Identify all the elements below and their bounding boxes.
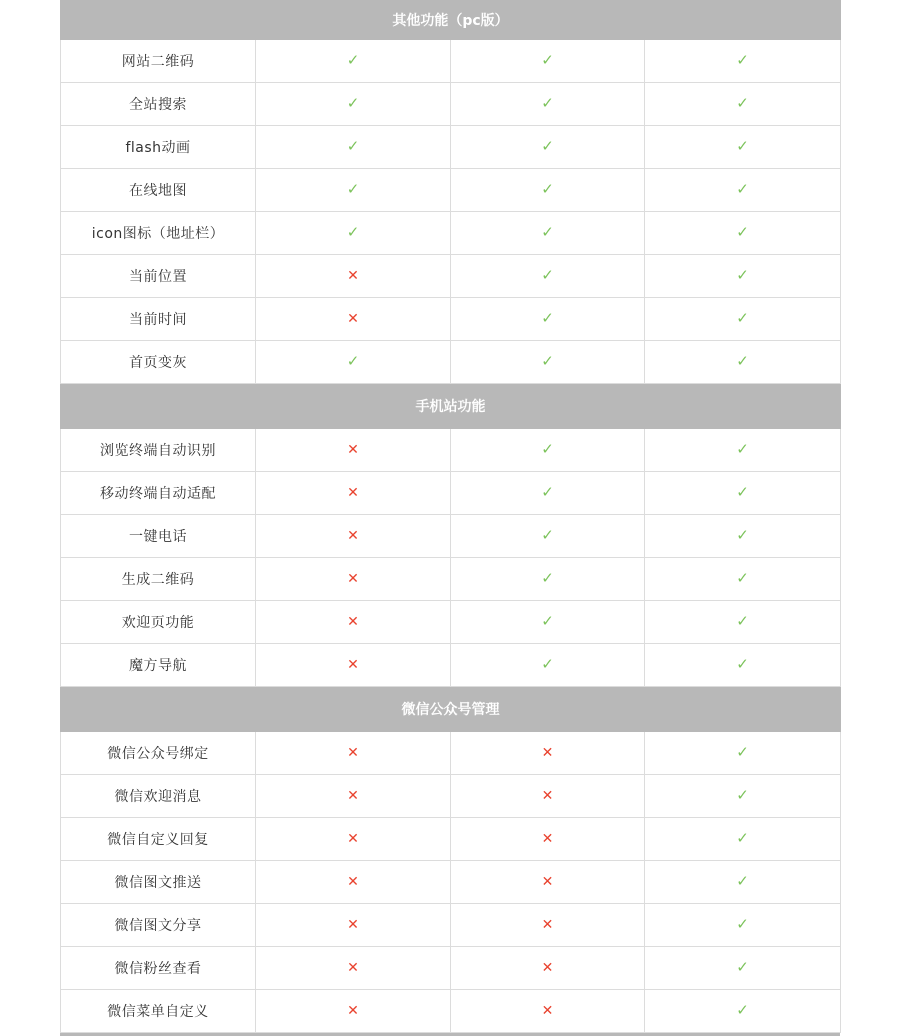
tier-2-cell	[451, 341, 645, 384]
tier-1-cell	[256, 255, 451, 298]
check-icon: ✓	[541, 94, 554, 112]
tier-1-cell	[256, 212, 451, 255]
tier-3-cell	[645, 515, 841, 558]
feature-row	[61, 775, 841, 818]
tier-3-cell	[645, 341, 841, 384]
cross-icon: ✕	[347, 442, 359, 458]
feature-comparison	[60, 0, 840, 1036]
section-title: 手机站功能	[61, 384, 841, 429]
tier-2-cell	[451, 83, 645, 126]
tier-3-cell	[645, 40, 841, 83]
tier-1-cell	[256, 472, 451, 515]
feature-row	[61, 818, 841, 861]
check-icon: ✓	[736, 786, 749, 804]
tier-2-cell	[451, 601, 645, 644]
cross-icon: ✕	[347, 657, 359, 673]
tier-1-cell	[256, 40, 451, 83]
feature-label: 当前位置	[61, 255, 256, 298]
tier-2-cell	[451, 644, 645, 687]
section-title: 其他功能（pc版）	[61, 1, 841, 40]
check-icon: ✓	[346, 137, 360, 155]
cross-icon: ✕	[347, 485, 359, 501]
tier-3-cell	[645, 644, 841, 687]
tier-1-cell	[256, 83, 451, 126]
cross-icon: ✕	[541, 745, 554, 761]
check-icon: ✓	[736, 223, 749, 241]
tier-2-cell	[451, 558, 645, 601]
check-icon: ✓	[541, 223, 554, 241]
check-icon: ✓	[541, 526, 554, 544]
check-icon: ✓	[736, 743, 749, 761]
feature-table-body	[61, 1, 841, 1033]
tier-2-cell	[451, 255, 645, 298]
check-icon: ✓	[541, 483, 554, 501]
cross-icon: ✕	[541, 788, 554, 804]
cross-icon: ✕	[347, 874, 359, 890]
tier-1-cell	[256, 904, 451, 947]
tier-3-cell	[645, 947, 841, 990]
check-icon: ✓	[541, 569, 554, 587]
feature-label: 一键电话	[61, 515, 256, 558]
section-title: 微信公众号管理	[61, 687, 841, 732]
tier-1-cell	[256, 169, 451, 212]
feature-label: 微信粉丝查看	[61, 947, 256, 990]
tier-2-cell	[451, 990, 645, 1033]
tier-3-cell	[645, 558, 841, 601]
tier-2-cell	[451, 818, 645, 861]
tier-1-cell	[256, 429, 451, 472]
check-icon: ✓	[736, 1001, 749, 1019]
cross-icon: ✕	[347, 917, 359, 933]
check-icon: ✓	[541, 440, 554, 458]
tier-2-cell	[451, 732, 645, 775]
check-icon: ✓	[736, 612, 749, 630]
check-icon: ✓	[346, 352, 360, 370]
feature-label: 浏览终端自动识别	[61, 429, 256, 472]
check-icon: ✓	[736, 526, 749, 544]
check-icon: ✓	[346, 180, 360, 198]
tier-3-cell	[645, 818, 841, 861]
check-icon: ✓	[736, 569, 749, 587]
tier-2-cell	[451, 515, 645, 558]
check-icon: ✓	[541, 137, 554, 155]
tier-1-cell	[256, 558, 451, 601]
tier-2-cell	[451, 126, 645, 169]
check-icon: ✓	[541, 655, 554, 673]
check-icon: ✓	[541, 51, 554, 69]
cross-icon: ✕	[347, 268, 359, 284]
tier-3-cell	[645, 732, 841, 775]
check-icon: ✓	[736, 51, 749, 69]
check-icon: ✓	[736, 655, 749, 673]
feature-label: 网站二维码	[61, 40, 256, 83]
tier-3-cell	[645, 126, 841, 169]
check-icon: ✓	[736, 829, 749, 847]
check-icon: ✓	[736, 266, 749, 284]
tier-3-cell	[645, 861, 841, 904]
check-icon: ✓	[346, 51, 360, 69]
check-icon: ✓	[541, 612, 554, 630]
feature-row	[61, 558, 841, 601]
tier-2-cell	[451, 775, 645, 818]
feature-row	[61, 601, 841, 644]
feature-label: 在线地图	[61, 169, 256, 212]
check-icon: ✓	[736, 958, 749, 976]
tier-3-cell	[645, 990, 841, 1033]
tier-1-cell	[256, 644, 451, 687]
cross-icon: ✕	[347, 614, 359, 630]
tier-2-cell	[451, 947, 645, 990]
tier-1-cell	[256, 775, 451, 818]
feature-label: 全站搜索	[61, 83, 256, 126]
cross-icon: ✕	[347, 311, 359, 327]
section-header-row	[61, 384, 841, 429]
check-icon: ✓	[736, 137, 749, 155]
cross-icon: ✕	[347, 788, 359, 804]
tier-1-cell	[256, 601, 451, 644]
cross-icon: ✕	[541, 960, 554, 976]
tier-1-cell	[256, 515, 451, 558]
feature-row	[61, 83, 841, 126]
tier-3-cell	[645, 83, 841, 126]
feature-label: 欢迎页功能	[61, 601, 256, 644]
feature-row	[61, 429, 841, 472]
tier-3-cell	[645, 169, 841, 212]
check-icon: ✓	[736, 440, 749, 458]
tier-2-cell	[451, 861, 645, 904]
tier-3-cell	[645, 212, 841, 255]
feature-row	[61, 861, 841, 904]
feature-row	[61, 515, 841, 558]
feature-label: 微信自定义回复	[61, 818, 256, 861]
tier-2-cell	[451, 472, 645, 515]
check-icon: ✓	[736, 915, 749, 933]
cross-icon: ✕	[347, 571, 359, 587]
feature-row	[61, 298, 841, 341]
tier-2-cell	[451, 212, 645, 255]
tier-1-cell	[256, 947, 451, 990]
check-icon: ✓	[346, 94, 360, 112]
feature-label: 当前时间	[61, 298, 256, 341]
check-icon: ✓	[736, 872, 749, 890]
feature-label: 微信公众号绑定	[61, 732, 256, 775]
check-icon: ✓	[541, 266, 554, 284]
tier-3-cell	[645, 298, 841, 341]
cross-icon: ✕	[541, 1003, 554, 1019]
feature-label: icon图标（地址栏）	[61, 212, 256, 255]
feature-label: 首页变灰	[61, 341, 256, 384]
feature-label: flash动画	[61, 126, 256, 169]
section-header-row	[61, 687, 841, 732]
feature-row	[61, 126, 841, 169]
feature-row	[61, 990, 841, 1033]
tier-1-cell	[256, 298, 451, 341]
check-icon: ✓	[541, 309, 554, 327]
feature-row	[61, 644, 841, 687]
cross-icon: ✕	[541, 917, 554, 933]
feature-label: 生成二维码	[61, 558, 256, 601]
check-icon: ✓	[736, 309, 749, 327]
tier-2-cell	[451, 298, 645, 341]
feature-row	[61, 947, 841, 990]
tier-1-cell	[256, 732, 451, 775]
check-icon: ✓	[736, 483, 749, 501]
tier-3-cell	[645, 601, 841, 644]
cross-icon: ✕	[347, 745, 359, 761]
check-icon: ✓	[736, 352, 749, 370]
cross-icon: ✕	[347, 1003, 359, 1019]
tier-2-cell	[451, 904, 645, 947]
feature-row	[61, 169, 841, 212]
tier-1-cell	[256, 126, 451, 169]
feature-label: 移动终端自动适配	[61, 472, 256, 515]
feature-label: 微信欢迎消息	[61, 775, 256, 818]
feature-label: 微信菜单自定义	[61, 990, 256, 1033]
tier-2-cell	[451, 429, 645, 472]
feature-label: 微信图文分享	[61, 904, 256, 947]
feature-row	[61, 904, 841, 947]
feature-row	[61, 40, 841, 83]
feature-label: 微信图文推送	[61, 861, 256, 904]
tier-3-cell	[645, 472, 841, 515]
tier-1-cell	[256, 341, 451, 384]
cross-icon: ✕	[347, 960, 359, 976]
tier-3-cell	[645, 429, 841, 472]
tier-3-cell	[645, 775, 841, 818]
feature-row	[61, 255, 841, 298]
check-icon: ✓	[541, 180, 554, 198]
feature-comparison-table	[60, 0, 841, 1033]
feature-row	[61, 341, 841, 384]
cross-icon: ✕	[347, 831, 359, 847]
check-icon: ✓	[736, 94, 749, 112]
check-icon: ✓	[346, 223, 360, 241]
tier-1-cell	[256, 861, 451, 904]
feature-row	[61, 732, 841, 775]
cross-icon: ✕	[347, 528, 359, 544]
cross-icon: ✕	[541, 831, 554, 847]
section-header-row	[61, 1, 841, 40]
cross-icon: ✕	[541, 874, 554, 890]
check-icon: ✓	[541, 352, 554, 370]
check-icon: ✓	[736, 180, 749, 198]
feature-row	[61, 472, 841, 515]
feature-label: 魔方导航	[61, 644, 256, 687]
tier-3-cell	[645, 255, 841, 298]
tier-3-cell	[645, 904, 841, 947]
tier-1-cell	[256, 818, 451, 861]
feature-row	[61, 212, 841, 255]
tier-1-cell	[256, 990, 451, 1033]
tier-2-cell	[451, 40, 645, 83]
tier-2-cell	[451, 169, 645, 212]
